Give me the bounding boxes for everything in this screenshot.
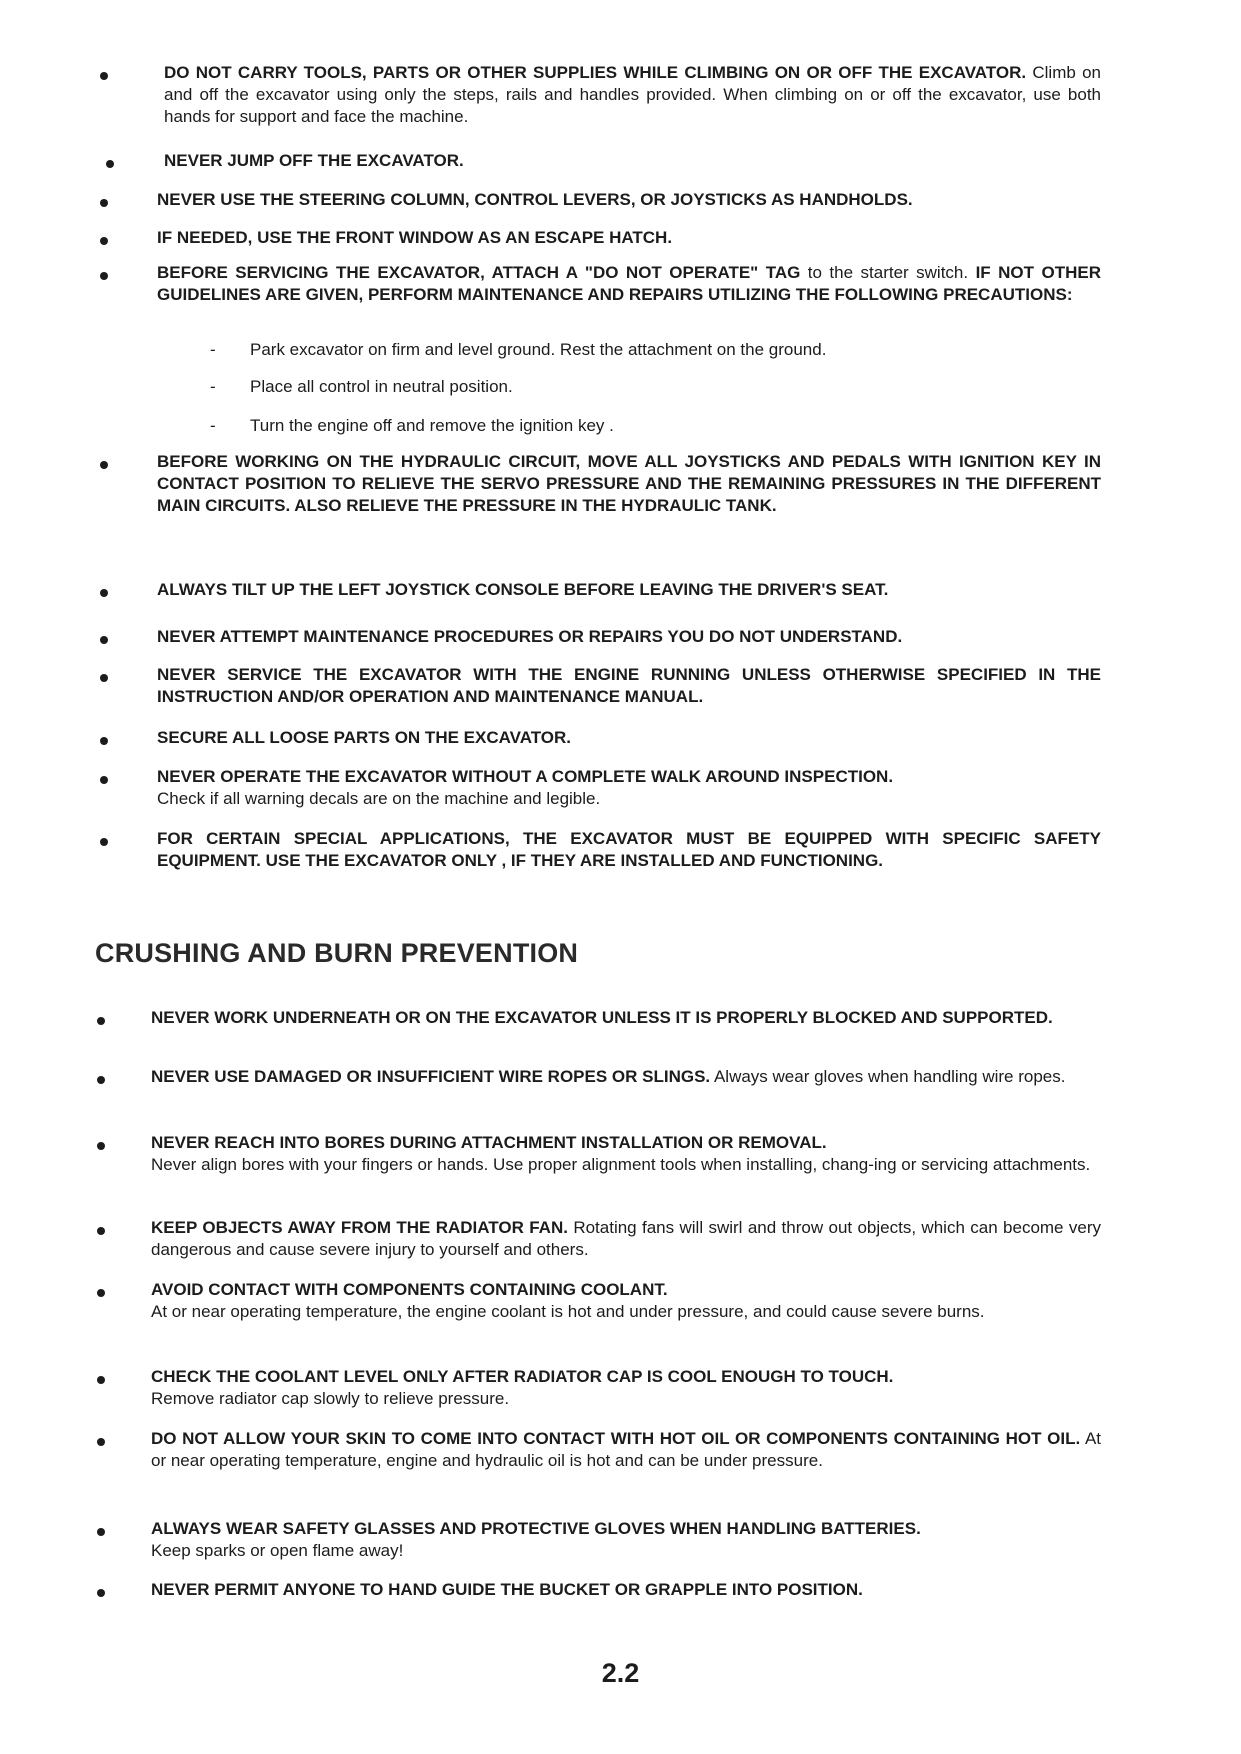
item-body-text: Always wear gloves when handling wire ropes. — [710, 1067, 1066, 1086]
bullet-icon — [100, 461, 108, 469]
bullet-icon — [97, 1528, 105, 1536]
bullet-icon — [100, 674, 108, 682]
bullet-icon — [100, 72, 108, 80]
sub-item-text: Place all control in neutral position. — [250, 377, 513, 396]
item-text — [157, 828, 1101, 872]
sub-item-text: Park excavator on firm and level ground. Rest the attachment on the ground. — [250, 340, 827, 359]
bullet-icon — [100, 737, 108, 745]
bullet-icon — [106, 160, 114, 168]
item-body-text: Never align bores with your fingers or hands. Use proper alignment tools when installing, chang-ing or servicing attachments. — [151, 1155, 1091, 1174]
item-bold-text: NEVER WORK UNDERNEATH OR ON THE EXCAVATOR UNLESS IT IS PROPERLY BLOCKED AND SUPPORTED. — [151, 1008, 1053, 1027]
item-text — [151, 1366, 1101, 1410]
item-bold-text: CHECK THE COOLANT LEVEL ONLY AFTER RADIATOR CAP IS COOL ENOUGH TO TOUCH. — [151, 1367, 894, 1386]
bullet-icon — [100, 636, 108, 644]
section-heading: CRUSHING AND BURN PREVENTION — [95, 938, 579, 968]
bullet-icon — [97, 1017, 105, 1025]
dash-icon: - — [210, 416, 216, 435]
item-text — [157, 727, 1101, 749]
item-bold-text: NEVER REACH INTO BORES DURING ATTACHMENT INSTALLATION OR REMOVAL. — [151, 1133, 827, 1152]
item-text — [157, 451, 1101, 517]
sub-item-text: Turn the engine off and remove the ignition key . — [250, 416, 614, 435]
item-bold-text: FOR CERTAIN SPECIAL APPLICATIONS, THE EXCAVATOR MUST BE EQUIPPED WITH SPECIFIC SAFETY EQUIPMENT. USE THE EXCAVATOR ONLY , IF THEY ARE INSTALLED AND FUNCTIONING. — [157, 829, 1101, 870]
item-text — [157, 262, 1101, 306]
bullet-icon — [97, 1438, 105, 1446]
item-text — [157, 227, 1101, 249]
item-bold-text: NEVER USE THE STEERING COLUMN, CONTROL LEVERS, OR JOYSTICKS AS HANDHOLDS. — [157, 190, 913, 209]
item-text — [151, 1579, 1101, 1601]
item-bold-text: NEVER PERMIT ANYONE TO HAND GUIDE THE BUCKET OR GRAPPLE INTO POSITION. — [151, 1580, 863, 1599]
item-text — [157, 766, 1101, 810]
item-text — [151, 1518, 1101, 1562]
bullet-icon — [97, 1142, 105, 1150]
bullet-icon — [100, 589, 108, 597]
item-bold-text: IF NEEDED, USE THE FRONT WINDOW AS AN ESCAPE HATCH. — [157, 228, 673, 247]
item-text — [151, 1217, 1101, 1261]
item-text — [157, 189, 1101, 211]
bullet-icon — [100, 199, 108, 207]
item-body-text: Rotating fans will swirl and throw out objects, which can become very dangerous and cause severe injury to yourself and others. — [151, 1218, 1101, 1259]
item-bold-text: DO NOT ALLOW YOUR SKIN TO COME INTO CONTACT WITH HOT OIL OR COMPONENTS CONTAINING HOT OIL. — [151, 1429, 1081, 1448]
bullet-icon — [97, 1076, 105, 1084]
item-bold-text: BEFORE WORKING ON THE HYDRAULIC CIRCUIT, MOVE ALL JOYSTICKS AND PEDALS WITH IGNITION KEY IN CONTACT POSITION TO RELIEVE THE SERVO PRESSURE AND THE REMAINING PRESSURES IN THE DIFFERENT MAIN CIRCUITS. ALSO RELIEVE THE PRESSURE IN THE HYDRAULIC TANK. — [157, 452, 1101, 515]
bullet-icon — [97, 1227, 105, 1235]
item-body-text: to the starter switch. — [800, 263, 969, 282]
item-body-text: Climb on and off the excavator using only the steps, rails and handles provided. When climbing on or off the excavator, use both hands for support and face the machine. — [164, 63, 1101, 126]
bullet-icon — [100, 776, 108, 784]
item-text — [151, 1279, 1101, 1323]
item-body-text: Keep sparks or open flame away! — [151, 1541, 404, 1560]
bullet-icon — [100, 237, 108, 245]
item-body-text: At or near operating temperature, the engine coolant is hot and under pressure, and could cause severe burns. — [151, 1302, 985, 1321]
dash-icon: - — [210, 340, 216, 359]
item-text — [151, 1428, 1101, 1472]
item-text — [164, 150, 1101, 172]
item-bold-text: DO NOT CARRY TOOLS, PARTS OR OTHER SUPPLIES WHILE CLIMBING ON OR OFF THE EXCAVATOR. — [164, 63, 1027, 82]
bullet-icon — [97, 1376, 105, 1384]
item-body-text: At or near operating temperature, engine and hydraulic oil is hot and can be under pressure. — [151, 1429, 1102, 1470]
item-bold-text: NEVER JUMP OFF THE EXCAVATOR. — [164, 151, 464, 170]
item-text — [157, 626, 1101, 648]
bullet-icon — [100, 838, 108, 846]
item-text — [157, 579, 1101, 601]
item-bold-text: ALWAYS WEAR SAFETY GLASSES AND PROTECTIVE GLOVES WHEN HANDLING BATTERIES. — [151, 1519, 921, 1538]
item-text — [164, 62, 1101, 128]
item-text — [157, 664, 1101, 708]
item-bold-text-2: IF NOT OTHER GUIDELINES ARE GIVEN, PERFORM MAINTENANCE AND REPAIRS UTILIZING THE FOLLOWING PRECAUTIONS: — [157, 263, 1101, 304]
item-bold-text: AVOID CONTACT WITH COMPONENTS CONTAINING COOLANT. — [151, 1280, 668, 1299]
bullet-icon — [97, 1289, 105, 1297]
item-bold-text: NEVER ATTEMPT MAINTENANCE PROCEDURES OR REPAIRS YOU DO NOT UNDERSTAND. — [157, 627, 903, 646]
item-bold-text: NEVER OPERATE THE EXCAVATOR WITHOUT A COMPLETE WALK AROUND INSPECTION. — [157, 767, 894, 786]
page-number: 2.2 — [601, 1658, 640, 1688]
item-text — [151, 1007, 1101, 1029]
item-body-text: Remove radiator cap slowly to relieve pressure. — [151, 1389, 510, 1408]
dash-icon: - — [210, 377, 216, 396]
item-body-text: Check if all warning decals are on the machine and legible. — [157, 789, 601, 808]
item-bold-text: NEVER SERVICE THE EXCAVATOR WITH THE ENGINE RUNNING UNLESS OTHERWISE SPECIFIED IN THE INSTRUCTION AND/OR OPERATION AND MAINTENANCE MANUAL. — [157, 665, 1101, 706]
item-bold-text: BEFORE SERVICING THE EXCAVATOR, ATTACH A "DO NOT OPERATE" TAG — [157, 263, 801, 282]
bullet-icon — [97, 1589, 105, 1597]
bullet-icon — [100, 272, 108, 280]
item-bold-text: KEEP OBJECTS AWAY FROM THE RADIATOR FAN. — [151, 1218, 568, 1237]
item-bold-text: SECURE ALL LOOSE PARTS ON THE EXCAVATOR. — [157, 728, 572, 747]
item-text — [151, 1066, 1101, 1088]
item-bold-text: NEVER USE DAMAGED OR INSUFFICIENT WIRE ROPES OR SLINGS. — [151, 1067, 711, 1086]
item-text — [151, 1132, 1101, 1176]
item-bold-text: ALWAYS TILT UP THE LEFT JOYSTICK CONSOLE BEFORE LEAVING THE DRIVER'S SEAT. — [157, 580, 889, 599]
